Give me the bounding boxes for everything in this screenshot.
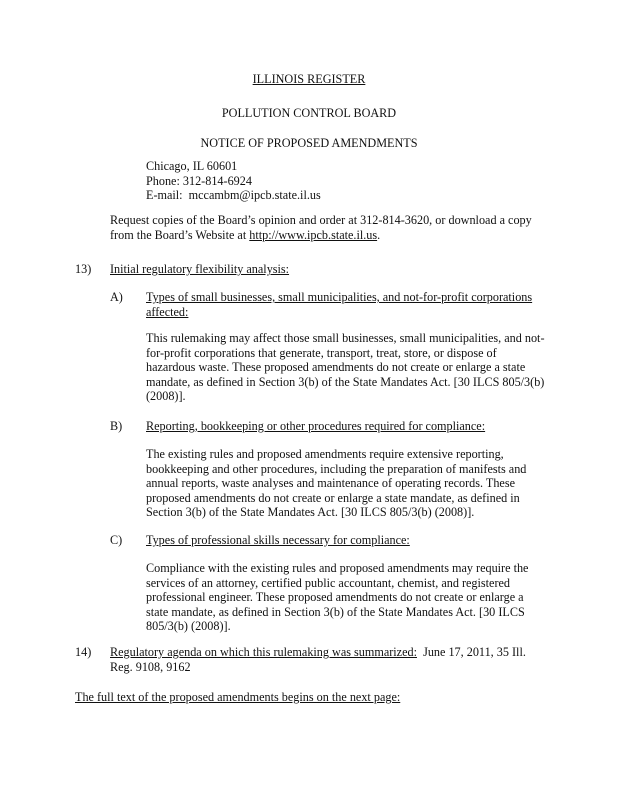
item-b-body-line: The existing rules and proposed amendments require extensive reporting, [146, 447, 504, 461]
notice-title: NOTICE OF PROPOSED AMENDMENTS [200, 136, 418, 150]
item-c-heading [146, 533, 586, 548]
item-c-body-line: Compliance with the existing rules and proposed amendments may require the [146, 561, 529, 575]
item-c-body-line: professional engineer. These proposed amendments do not create or enlarge a [146, 590, 524, 605]
item-b-heading-line-1: Reporting, bookkeeping or other procedures required for compliance: [146, 419, 486, 433]
item-a-letter: A) [110, 290, 123, 304]
contact-block [146, 159, 321, 203]
footer-text: The full text of the proposed amendments begins on the next page: [75, 690, 401, 704]
item-a-body-line: This rulemaking may affect those small businesses, small municipalities, and not- [146, 331, 545, 345]
request-line-2-prefix: from the Board’s Website at [110, 227, 250, 242]
website-link[interactable]: http://www.ipcb.state.il.us [249, 227, 378, 242]
register-title [0, 72, 618, 87]
item-a-body [146, 331, 586, 404]
section-14-text: June 17, 2011, 35 Ill. [416, 645, 526, 659]
item-a-body-line: mandate, as defined in Section 3(b) of the State Mandates Act. [30 ILCS 805/3(b) [146, 374, 545, 389]
section-13-number: 13) [75, 262, 92, 276]
item-b-body-line: Section 3(b) of the State Mandates Act. [30 ILCS 805/3(b) (2008)]. [146, 505, 475, 520]
section-13-heading: Initial regulatory flexibility analysis: [110, 262, 290, 276]
item-b-heading [146, 419, 586, 434]
section-14-line-1 [110, 645, 580, 660]
item-a-body-line: hazardous waste. These proposed amendments do not create or enlarge a state [146, 360, 526, 375]
section-14-number: 14) [75, 645, 92, 659]
agency-title: POLLUTION CONTROL BOARD [221, 106, 397, 120]
contact-email-label: E-mail: [146, 188, 189, 203]
item-c-heading-line-1: Types of professional skills necessary for compliance: [146, 533, 410, 547]
item-a-body-line: (2008)]. [146, 389, 186, 404]
request-line-1: Request copies of the Board’s opinion and order at 312-814-3620, or download a copy [110, 213, 532, 227]
item-c-body [146, 561, 586, 634]
item-a-heading [146, 290, 586, 319]
section-14-block [110, 645, 580, 674]
item-c-letter: C) [110, 533, 123, 547]
item-c-body-line: services of an attorney, certified public accountant, chemist, and registered [146, 575, 511, 590]
contact-phone: Phone: 312-814-6924 [146, 173, 252, 188]
contact-email-line [146, 188, 321, 203]
section-14-line-2: Reg. 9108, 9162 [110, 659, 191, 674]
item-b-body-line: annual reports, waste analyses and maintenance of operating records. These [146, 476, 515, 491]
section-14-heading: Regulatory agenda on which this rulemaking was summarized: [110, 645, 417, 659]
item-b-body-line: bookkeeping and other procedures, including the preparation of manifests and [146, 461, 527, 476]
contact-email[interactable]: mccambm@ipcb.state.il.us [188, 188, 321, 203]
item-b-body-line: proposed amendments do not create or enlarge a state mandate, as defined in [146, 490, 520, 505]
item-a-heading-line-2: affected: [146, 304, 189, 319]
item-a-heading-line-1: Types of small businesses, small municipalities, and not-for-profit corporations [146, 290, 533, 304]
item-c-body-line: 805/3(b) (2008)]. [146, 619, 231, 634]
item-b-body [146, 447, 586, 520]
item-c-body-line: state mandate, as defined in Section 3(b) of the State Mandates Act. [30 ILCS [146, 604, 525, 619]
request-paragraph [110, 213, 580, 242]
item-a-body-line: for-profit corporations that generate, transport, treat, store, or dispose of [146, 345, 497, 360]
register-title-text: ILLINOIS REGISTER [252, 72, 366, 86]
contact-city: Chicago, IL 60601 [146, 159, 238, 173]
request-line-2 [110, 228, 580, 243]
item-b-letter: B) [110, 419, 123, 433]
request-line-2-suffix: . [377, 227, 381, 242]
